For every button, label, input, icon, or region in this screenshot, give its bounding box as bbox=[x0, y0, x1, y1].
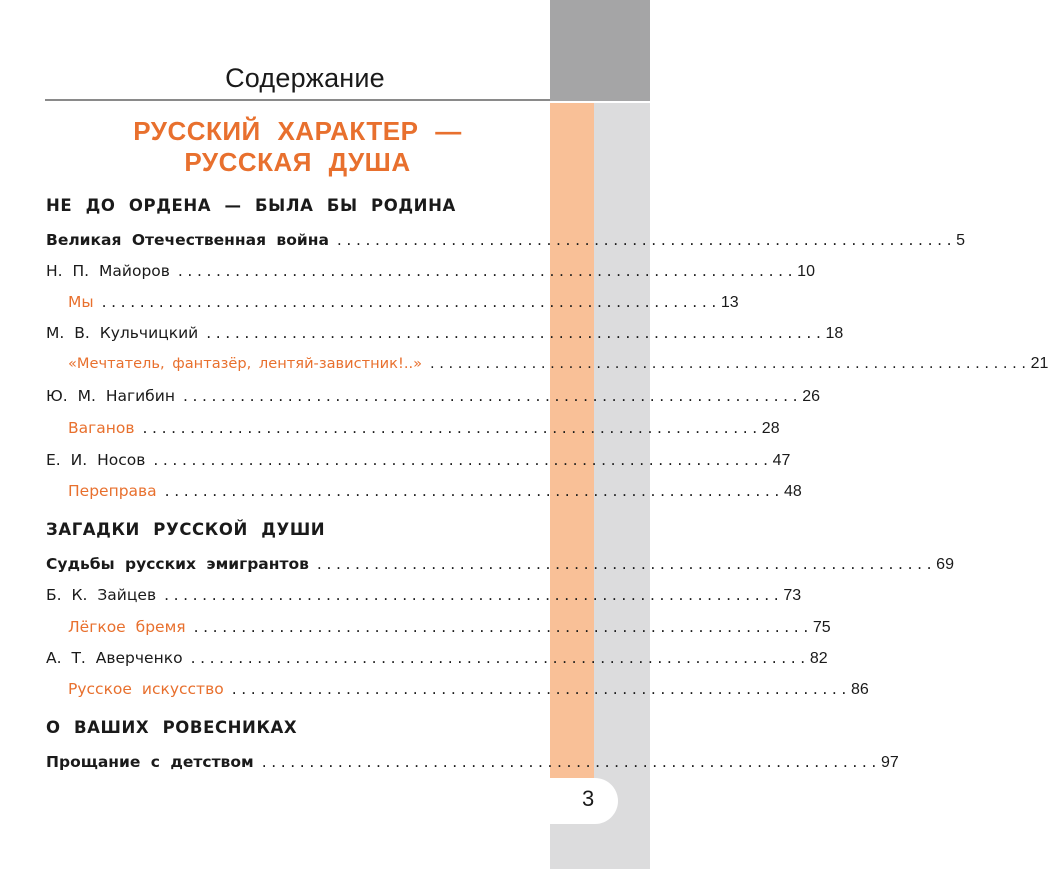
leader-dots: ................................................................. bbox=[177, 262, 798, 280]
toc-entry-page: 28 bbox=[761, 420, 780, 437]
toc-entry-label: Мы bbox=[46, 290, 102, 314]
toc-entry-label: Ю. М. Нагибин bbox=[46, 384, 183, 408]
toc-entry-label: Ваганов bbox=[46, 416, 143, 440]
toc-entry-page: 75 bbox=[812, 619, 831, 636]
leader-dots: ................................................................. bbox=[193, 618, 813, 636]
toc-entry-page: 73 bbox=[783, 587, 802, 604]
toc-entry[interactable] bbox=[46, 615, 831, 639]
toc-entry[interactable] bbox=[46, 583, 802, 607]
section-heading: ЗАГАДКИ РУССКОЙ ДУШИ bbox=[46, 520, 326, 539]
toc-entry[interactable] bbox=[46, 290, 739, 314]
leader-dots: ................................................................. bbox=[316, 555, 937, 573]
toc-entry-label: Судьбы русских эмигрантов bbox=[46, 552, 317, 576]
toc-entry[interactable] bbox=[46, 259, 815, 283]
toc-entry-label: Е. И. Носов bbox=[46, 448, 153, 472]
toc-entry-page: 18 bbox=[825, 325, 844, 342]
page-title: Содержание bbox=[225, 63, 385, 93]
toc-entry-label: Русское искусство bbox=[46, 677, 232, 701]
toc-entry-label: Прощание с детством bbox=[46, 750, 262, 774]
part-title bbox=[45, 116, 550, 178]
toc-entry-label: Великая Отечественная война bbox=[46, 228, 337, 252]
section-heading: НЕ ДО ОРДЕНА — БЫЛА БЫ РОДИНА bbox=[46, 196, 456, 215]
toc-entry-label: А. Т. Аверченко bbox=[46, 646, 191, 670]
toc-entry-page: 97 bbox=[880, 754, 899, 771]
toc-entry-page: 69 bbox=[936, 556, 954, 573]
toc-entry[interactable] bbox=[46, 416, 780, 440]
toc-entry[interactable] bbox=[46, 677, 869, 701]
toc-entry-page: 13 bbox=[720, 294, 739, 311]
toc-entry[interactable] bbox=[46, 646, 828, 670]
leader-dots: ................................................................. bbox=[336, 231, 957, 249]
leader-dots: ................................................................. bbox=[261, 753, 881, 771]
leader-dots: ................................................................. bbox=[182, 387, 803, 405]
toc-entry-label: Н. П. Майоров bbox=[46, 259, 178, 283]
toc-entry-page: 10 bbox=[797, 263, 815, 280]
leader-dots: ................................................................. bbox=[190, 649, 810, 667]
part-title-line1: РУССКИЙ ХАРАКТЕР — bbox=[133, 116, 462, 146]
toc-entry[interactable] bbox=[46, 552, 954, 576]
part-title-line2: РУССКАЯ ДУША bbox=[184, 147, 411, 177]
leader-dots: ................................................................. bbox=[153, 451, 773, 469]
toc-entry-page: 47 bbox=[772, 452, 791, 469]
toc-entry-page: 82 bbox=[809, 650, 828, 667]
page-number: 3 bbox=[582, 786, 595, 811]
toc-entry-page: 26 bbox=[802, 388, 821, 405]
leader-dots: ................................................................. bbox=[164, 586, 784, 604]
toc-entry[interactable] bbox=[46, 352, 1048, 376]
toc-entry-page: 5 bbox=[956, 232, 966, 249]
toc-entry-label: Переправа bbox=[46, 479, 165, 503]
toc-entry-label: Б. К. Зайцев bbox=[46, 583, 164, 607]
toc-entry[interactable] bbox=[46, 228, 966, 252]
header-gray-block bbox=[550, 0, 650, 101]
leader-dots: ................................................................. bbox=[231, 680, 851, 698]
leader-dots: ................................................................. bbox=[142, 419, 762, 437]
toc-entry-page: 48 bbox=[783, 483, 802, 500]
title-rule bbox=[45, 99, 550, 101]
toc-entry[interactable] bbox=[46, 479, 802, 503]
toc-entry[interactable] bbox=[46, 384, 821, 408]
toc-entry-label: Лёгкое бремя bbox=[46, 615, 194, 639]
leader-dots: ................................................................. bbox=[101, 293, 721, 311]
leader-dots: ................................................................. bbox=[206, 324, 826, 342]
toc-entry-page: 86 bbox=[850, 681, 869, 698]
section-heading: О ВАШИХ РОВЕСНИКАХ bbox=[46, 718, 298, 737]
toc-entry-label: М. В. Кульчицкий bbox=[46, 321, 206, 345]
toc-entry[interactable] bbox=[46, 750, 899, 774]
toc-entry[interactable] bbox=[46, 448, 791, 472]
leader-dots: ................................................................. bbox=[430, 355, 1031, 372]
leader-dots: ................................................................. bbox=[164, 482, 784, 500]
toc-entry[interactable] bbox=[46, 321, 844, 345]
toc-entry-label: «Мечтатель, фантазёр, лентяй-завистник!..» bbox=[46, 352, 430, 376]
toc-entry-page: 21 bbox=[1030, 355, 1048, 372]
